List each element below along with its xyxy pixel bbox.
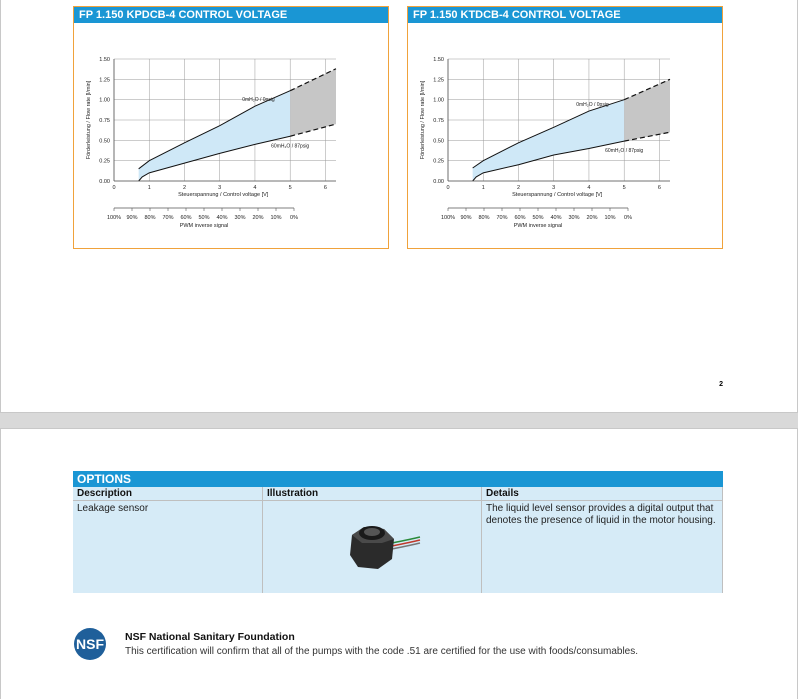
chart-panel-ktdcb (407, 6, 723, 249)
column-header-details: Details (482, 487, 723, 501)
nsf-title: NSF National Sanitary Foundation (125, 631, 295, 643)
x-tick-label: 1 (481, 185, 485, 191)
pwm-tick-label: 60% (514, 215, 526, 221)
x-tick-label: 3 (552, 185, 556, 191)
x-tick-label: 0 (112, 185, 116, 191)
chart-title: FP 1.150 KPDCB-4 CONTROL VOLTAGE (74, 7, 388, 23)
cell-illustration (263, 501, 482, 594)
x-tick-label: 2 (516, 185, 521, 191)
x-tick-label: 5 (288, 185, 292, 191)
y-tick-label: 1.50 (99, 57, 110, 63)
y-tick-label: 1.50 (433, 57, 444, 63)
pwm-tick-label: 20% (252, 215, 264, 221)
leakage-sensor-image (322, 503, 422, 583)
x-tick-label: 1 (147, 185, 151, 191)
pwm-tick-label: 100% (440, 215, 456, 221)
options-heading: OPTIONS (73, 471, 723, 487)
column-header-description: Description (73, 487, 263, 501)
nsf-logo: NSF (74, 628, 106, 660)
column-header-illustration: Illustration (263, 487, 482, 501)
y-tick-label: 1.25 (99, 77, 110, 84)
x-axis-label: Steuerspannung / Control voltage [V] (178, 192, 269, 198)
page-2 (0, 428, 798, 699)
pwm-tick-label: 60% (180, 215, 192, 221)
flow-rate-chart-kpdcb (74, 23, 388, 248)
y-tick-label: 0.75 (433, 118, 444, 124)
nsf-description: This certification will confirm that all of the pumps with the code .51 are certified for the use with foods/consumables. (125, 646, 639, 657)
pwm-tick-label: 80% (478, 215, 490, 221)
pwm-tick-label: 50% (198, 215, 210, 221)
operating-range-area (139, 91, 291, 181)
pwm-tick-label: 70% (496, 215, 508, 221)
y-tick-label: 0.25 (433, 158, 444, 165)
y-tick-label: 0.50 (433, 138, 444, 145)
pwm-tick-label: 20% (586, 215, 598, 221)
flow-rate-chart-ktdcb (408, 23, 722, 248)
table-row (73, 501, 723, 594)
curve-label-0mh2o: 0mH₂O / 0psig (576, 102, 609, 109)
page-number: 2 (719, 381, 723, 388)
pwm-tick-label: 50% (532, 215, 544, 221)
x-tick-label: 3 (218, 185, 222, 191)
pwm-tick-label: 40% (550, 215, 562, 221)
x-tick-label: 6 (323, 185, 327, 191)
y-tick-label: 0.25 (99, 158, 110, 165)
curve-label-60mh2o: 60mH₂O / 87psig (271, 143, 310, 150)
pwm-tick-label: 0% (290, 215, 298, 221)
y-axis-label: Förderleistung / Flow rate [l/min] (420, 80, 426, 160)
pwm-tick-label: 30% (568, 215, 580, 221)
y-tick-label: 0.00 (433, 179, 444, 185)
pwm-tick-label: 10% (270, 215, 282, 221)
pwm-tick-label: 70% (162, 215, 174, 221)
y-tick-label: 1.00 (433, 97, 444, 104)
x-axis-label: Steuerspannung / Control voltage [V] (512, 192, 603, 198)
x-tick-label: 5 (622, 185, 626, 191)
x-tick-label: 4 (587, 185, 591, 191)
pwm-tick-label: 80% (144, 215, 156, 221)
pwm-axis-label: PWM inverse signal (513, 223, 563, 229)
y-axis-label: Förderleistung / Flow rate [l/min] (86, 80, 92, 160)
pwm-tick-label: 100% (106, 215, 122, 221)
pwm-axis-label: PWM inverse signal (179, 223, 229, 229)
pwm-tick-label: 90% (460, 215, 472, 221)
y-tick-label: 1.00 (99, 97, 110, 104)
pwm-tick-label: 40% (216, 215, 228, 221)
pwm-tick-label: 90% (126, 215, 138, 221)
chart-panel-kpdcb (73, 6, 389, 249)
y-tick-label: 1.25 (433, 77, 444, 84)
cell-description: Leakage sensor (73, 501, 263, 594)
pwm-tick-label: 0% (624, 215, 632, 221)
chart-title: FP 1.150 KTDCB-4 CONTROL VOLTAGE (408, 7, 722, 23)
pwm-tick-label: 30% (234, 215, 246, 221)
y-tick-label: 0.50 (99, 138, 110, 145)
y-tick-label: 0.00 (99, 179, 110, 185)
curve-label-60mh2o: 60mH₂O / 87psig (605, 148, 644, 155)
options-table (73, 471, 723, 593)
x-tick-label: 4 (253, 185, 257, 191)
pwm-tick-label: 10% (604, 215, 616, 221)
x-tick-label: 0 (446, 185, 450, 191)
extended-range-area (624, 79, 670, 141)
x-tick-label: 6 (657, 185, 661, 191)
curve-label-0mh2o: 0mH₂O / 0psig (242, 97, 275, 104)
cell-details: The liquid level sensor provides a digital output that denotes the presence of liquid in the motor housing. (482, 501, 723, 594)
x-tick-label: 2 (182, 185, 187, 191)
y-tick-label: 0.75 (99, 118, 110, 124)
